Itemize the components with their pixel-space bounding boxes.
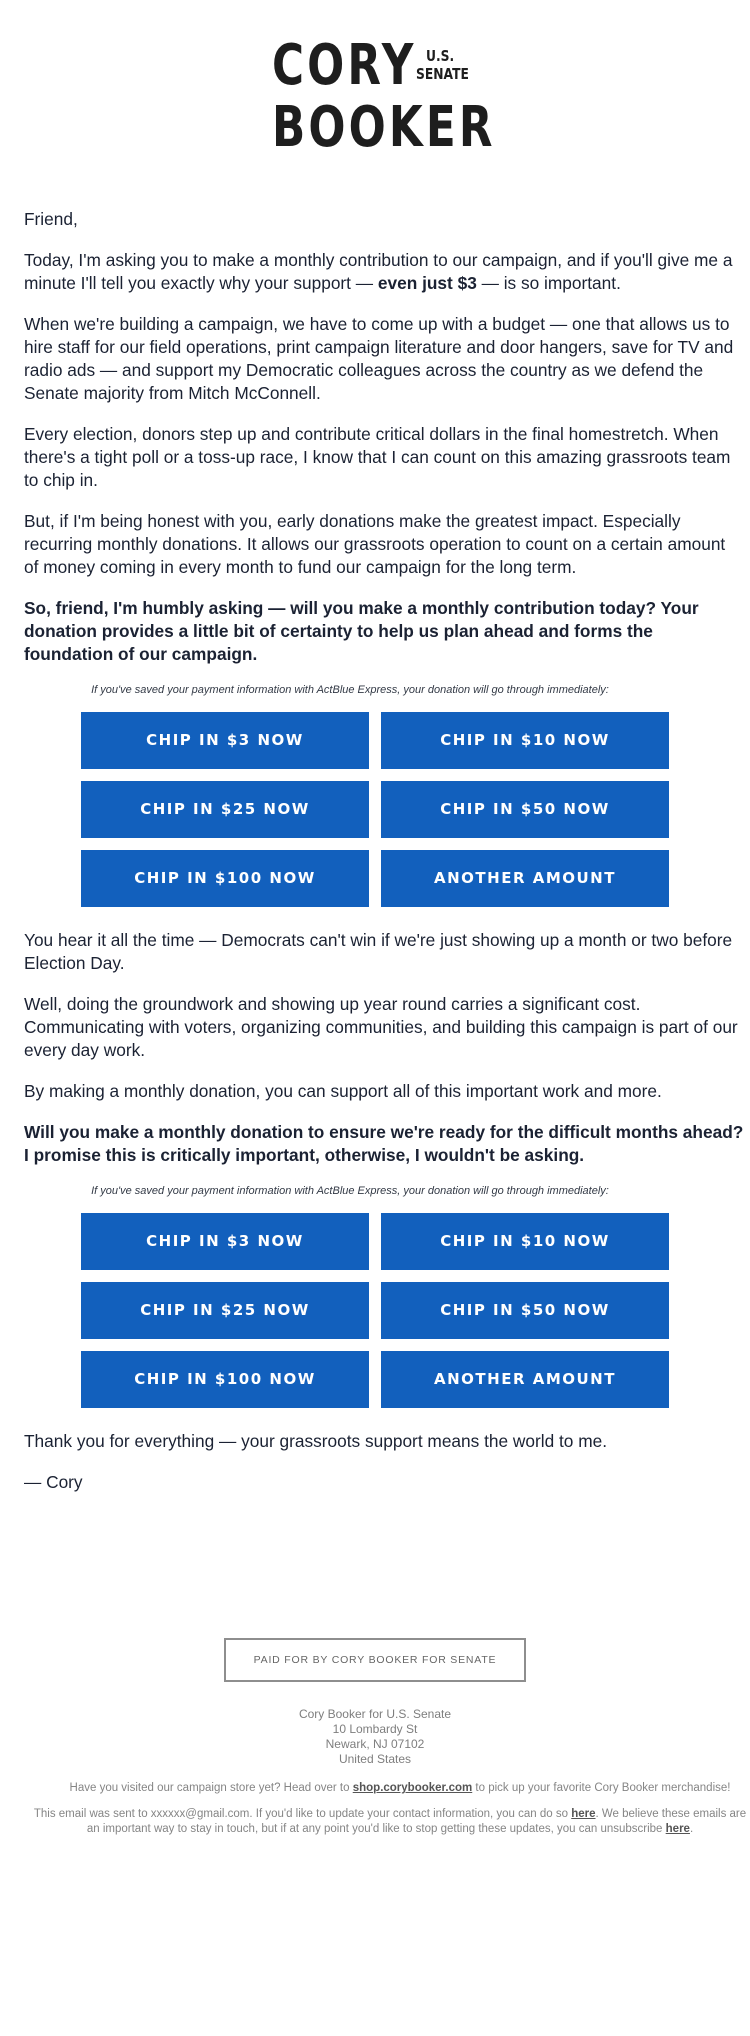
email-footnote — [30, 1807, 750, 1837]
donation-buttons-2 — [81, 1213, 669, 1420]
email-body — [24, 208, 744, 1512]
chip-in-100-button[interactable]: CHIP IN $100 NOW — [81, 1351, 369, 1408]
paid-for-disclaimer: PAID FOR BY CORY BOOKER FOR SENATE — [224, 1638, 526, 1682]
paragraph-budget: When we're building a campaign, we have to come up with a budget — one that allows us to hire staff for our field operations, print campaign literature and door hangers, save for TV and radio ads — and support my Democratic colleagues across the country as we defend the Senate majority from Mitch McConnell. — [24, 314, 734, 403]
sent-text-c: . — [689, 1823, 694, 1835]
donation-buttons-1 — [81, 712, 669, 919]
paragraph-election: Every election, donors step up and contribute critical dollars in the final homestretch. When there's a tight poll or a toss-up race, I know that I can count on this amazing grassroots team to chip in. — [24, 424, 731, 490]
sent-text-a: This email was sent to xxxxxx@gmail.com. If you'd like to update your contact information, you can do so — [33, 1808, 572, 1820]
paragraph-intro — [24, 249, 744, 295]
paragraph-thanks: Thank you for everything — your grassroots support means the world to me. — [24, 1431, 608, 1451]
chip-in-10-button[interactable]: CHIP IN $10 NOW — [381, 712, 669, 769]
sent-text-b: . We believe these emails are an important way to stay in touch, but if at any point you'd like to stop getting these updates, you can unsubscribe — [86, 1808, 747, 1835]
paragraph-election-day: You hear it all the time — Democrats can't win if we're just showing up a month or two before Election Day. — [24, 930, 733, 973]
paragraph-ask-2: Will you make a monthly donation to ensure we're ready for the difficult months ahead? I promise this is critically important, otherwise, I wouldn't be asking. — [24, 1122, 744, 1165]
signoff: — Cory — [24, 1472, 83, 1492]
mailing-address — [0, 1707, 750, 1767]
paragraph-early-donations: But, if I'm being honest with you, early donations make the greatest impact. Especially recurring monthly donations. It allows our grassroots operation to count on a certain amount of money coming in every month to fund our campaign for the long term. — [24, 511, 726, 577]
chip-in-25-button[interactable]: CHIP IN $25 NOW — [81, 781, 369, 838]
logo-tag-senate: SENATE — [416, 65, 469, 83]
intro-text-a: Today, I'm asking you to make a monthly contribution to our campaign, and if you'll give me a minute I'll tell you exactly why your support — — [24, 250, 733, 293]
logo-tag-us: U.S. — [426, 47, 455, 65]
chip-in-100-button[interactable]: CHIP IN $100 NOW — [81, 850, 369, 907]
store-text-a: Have you visited our campaign store yet? Head over to — [69, 1782, 353, 1794]
intro-emphasis: even just $3 — [377, 273, 477, 293]
store-footnote — [50, 1781, 750, 1796]
chip-in-10-button[interactable]: CHIP IN $10 NOW — [381, 1213, 669, 1270]
unsubscribe-link[interactable]: here — [665, 1823, 690, 1835]
intro-text-b: — is so important. — [476, 273, 621, 293]
another-amount-button[interactable]: ANOTHER AMOUNT — [381, 1351, 669, 1408]
address-line: Newark, NJ 07102 — [325, 1737, 425, 1751]
actblue-note-2: If you've saved your payment information with ActBlue Express, your donation will go through immediately: — [91, 1185, 609, 1197]
chip-in-50-button[interactable]: CHIP IN $50 NOW — [381, 781, 669, 838]
chip-in-3-button[interactable]: CHIP IN $3 NOW — [81, 1213, 369, 1270]
chip-in-25-button[interactable]: CHIP IN $25 NOW — [81, 1282, 369, 1339]
paragraph-monthly-support: By making a monthly donation, you can support all of this important work and more. — [24, 1081, 662, 1101]
paragraph-groundwork: Well, doing the groundwork and showing up year round carries a significant cost. Communicating with voters, organizing communities, and building this campaign is part of our every day work. — [24, 994, 738, 1060]
chip-in-3-button[interactable]: CHIP IN $3 NOW — [81, 712, 369, 769]
logo-word-cory: CORY — [272, 33, 417, 98]
actblue-note-1: If you've saved your payment information with ActBlue Express, your donation will go through immediately: — [91, 684, 609, 696]
address-line: Cory Booker for U.S. Senate — [298, 1707, 452, 1721]
address-line: 10 Lombardy St — [332, 1722, 418, 1736]
chip-in-50-button[interactable]: CHIP IN $50 NOW — [381, 1282, 669, 1339]
store-text-b: to pick up your favorite Cory Booker merchandise! — [472, 1782, 731, 1794]
greeting: Friend, — [24, 209, 78, 229]
paragraph-ask-1: So, friend, I'm humbly asking — will you make a monthly contribution today? Your donation provides a little bit of certainty to help us plan ahead and forms the foundation of our campaign. — [24, 598, 699, 664]
store-link[interactable]: shop.corybooker.com — [352, 1782, 473, 1794]
update-contact-link[interactable]: here — [571, 1808, 596, 1820]
logo-word-booker: BOOKER — [272, 95, 496, 160]
another-amount-button[interactable]: ANOTHER AMOUNT — [381, 850, 669, 907]
address-line: United States — [338, 1752, 412, 1766]
campaign-logo — [272, 33, 496, 160]
